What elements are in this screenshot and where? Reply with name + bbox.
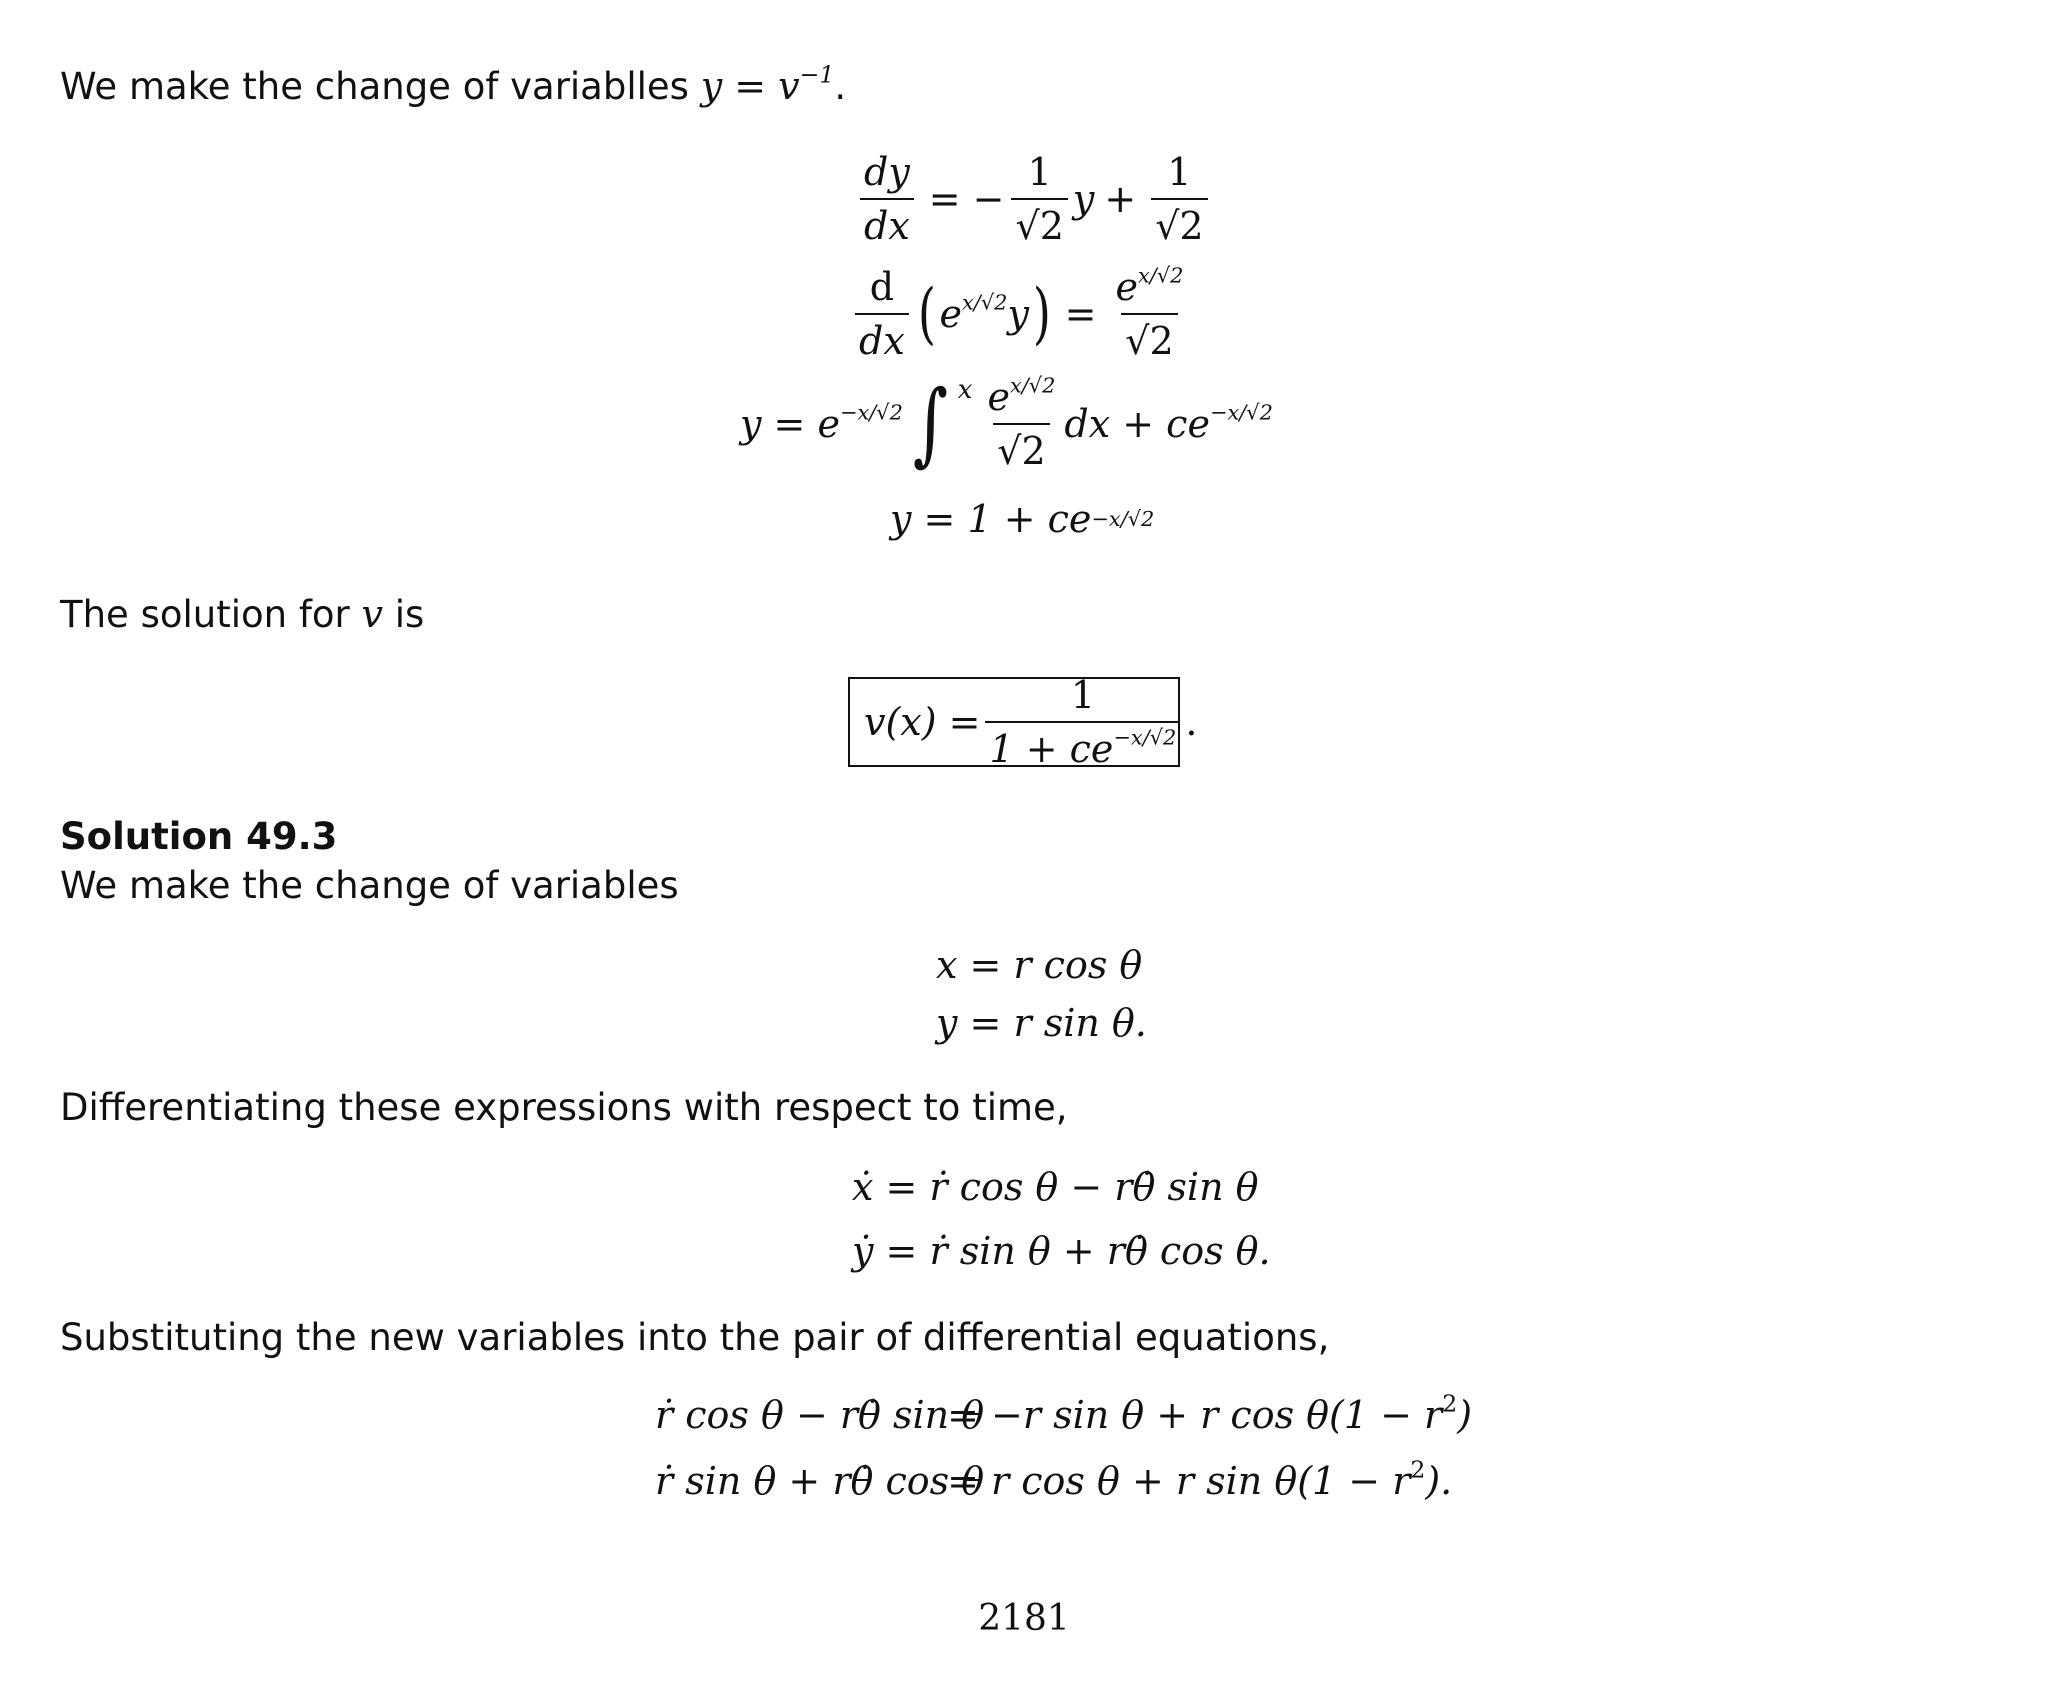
intro-paragraph: We make the change of variablles $y = v^{-1}$. [60, 60, 847, 108]
equation-3: $y = e^{-x/√2}$ ∫ x $\frac{e^{x/√2}}{√2}$ dx + $ce^{-x/√2}$ [740, 371, 1273, 476]
solution-heading: Solution 49.3 [60, 815, 338, 858]
equation-1: $\frac{dy}{dx}$ = − $\frac{1}{√2}$ y + $\frac{1}{√2}$ [855, 150, 1213, 248]
polar-equations: x = r cos θ y = r sin θ. [936, 943, 1147, 1045]
intro-math: $y = v^{-1}$ [700, 60, 835, 108]
differentiating-paragraph: Differentiating these expressions with respect to time, [60, 1086, 1068, 1129]
page-number: 2181 [978, 1598, 1070, 1639]
substituting-paragraph: Substituting the new variables into the pair of differential equations, [60, 1316, 1330, 1359]
derivative-equations: ẋ = ṙ cos θ − rθ̇ sin θ ẏ = ṙ sin θ + rθ̇ cos θ. [852, 1165, 1271, 1273]
boxed-solution: v(x) = $\frac{1}{1 + ce^{-x/√2}}$ . [848, 677, 1180, 767]
solution-v-paragraph: The solution for v is [60, 592, 425, 636]
substituted-equations: ṙ cos θ − rθ̇ sin θ = −r sin θ + r $\cos \theta(1 - r^2)$ ṙ sin θ + rθ̇ cos θ = r cos θ + r $\sin \theta(1 - r^2)$. [655, 1389, 1473, 1503]
equation-2: $\frac{d}{dx}$ ( $e^{x/√2}y$ ) = $\frac{e^{x/√2}}{√2}$ [850, 265, 1192, 363]
equation-4: y = 1 + ce −x/√2 [890, 497, 1155, 541]
change-vars-paragraph: We make the change of variables [60, 864, 679, 907]
integral-sign: ∫ [912, 371, 948, 476]
